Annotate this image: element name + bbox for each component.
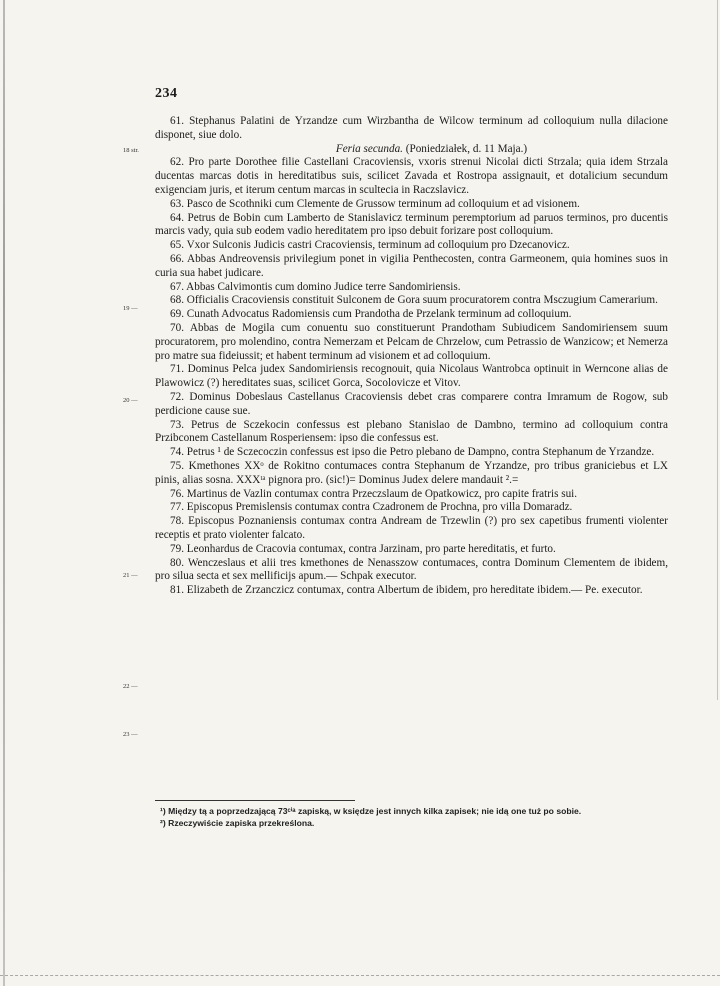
record-entry: 63. Pasco de Scothniki cum Clemente de Grussow terminum ad colloquium et ad visionem.	[170, 197, 580, 210]
record-entry: 65. Vxor Sulconis Judicis castri Cracoviensis, terminum ad colloquium pro Dzecanovicz.	[170, 239, 570, 252]
footnote-rule	[155, 800, 355, 801]
record-entry: 77. Episcopus Premislensis contumax contra Czadronem de Prochna, pro villa Domaradz.	[170, 501, 573, 514]
record-entry: 75. Kmethones XXᵒ de Rokitno contumaces contra Stephanum de Yrzandze, pro tribus graniciebus et LX pinis, alias sosna. XXXᵗᵃ pignora pro. (sic!)= Dominus Judex delere mandauit ².=	[155, 459, 668, 486]
record-entry: 64. Petrus de Bobin cum Lamberto de Stanislavicz terminum peremptorium ad paruos terminos, pro ducentis marcis vady, quia sub eodem vadio hereditatem pro ipso debuit forizare post colloquium.	[155, 211, 668, 238]
margin-note: 23 —	[123, 731, 138, 738]
record-entry: 67. Abbas Calvimontis cum domino Judice terre Sandomiriensis.	[170, 280, 461, 293]
page-edge-left	[3, 0, 5, 986]
record-entry: 81. Elizabeth de Zrzanczicz contumax, contra Albertum de ibidem, pro hereditate ibidem.— Pe. executor.	[170, 584, 643, 597]
record-entry: 76. Martinus de Vazlin contumax contra Przeczslaum de Opatkowicz, pro capite fratris sui.	[170, 487, 578, 500]
page-number: 234	[155, 86, 178, 101]
margin-note: 19 —	[123, 305, 138, 312]
record-entry: 72. Dominus Dobeslaus Castellanus Cracoviensis debet cras comparere contra Imramum de Rogow, sub perdicione cause sue.	[155, 390, 668, 417]
record-entry: 68. Officialis Cracoviensis constituit Sulconem de Gora suum procuratorem contra Msczugium Camerarium.	[170, 294, 658, 307]
record-entry: 61. Stephanus Palatini de Yrzandze cum Wirzbantha de Wilcow terminum ad colloquium nulla dilacione disponet, siue dolo.	[155, 115, 668, 141]
record-entry: 79. Leonhardus de Cracovia contumax, contra Jarzinam, pro parte hereditatis, et furto.	[170, 542, 556, 555]
margin-note: 18 str.	[123, 147, 139, 154]
margin-note: 21 —	[123, 572, 138, 579]
record-entry: 73. Petrus de Sczekocin confessus est plebano Stanislao de Dambno, termino ad colloquium contra Przibconem Castellanum Rosperiensem: ipso die confessus est.	[155, 418, 668, 445]
record-entry: 71. Dominus Pelca judex Sandomiriensis recognouit, quia Nicolaus Wantrobca optinuit in Werncone alias de Plawowicz (?) hereditates suas, scilicet Gorca, Socolovicze et Vitov.	[155, 363, 668, 390]
record-entry: 78. Episcopus Poznaniensis contumax contra Andream de Trzewlin (?) pro sex capetibus frumenti violenter receptis et prato violenter falcato.	[155, 515, 668, 541]
document-body	[155, 115, 668, 598]
record-entry: 70. Abbas de Mogila cum conuentu suo constituerunt Prandotham Subiudicem Sandomiriensem suum procuratorem, pro molendino, contra Nemerzam et Pelcam de Chrzelow, cum Petrassio de Wanzicow; et Nemerza pro matre sua fideiussit; et habent terminum ad visionem et ad colloquium.	[155, 321, 668, 362]
heading-date: (Poniedziałek, d. 11 Maja.)	[405, 142, 528, 155]
page-edge-right	[717, 0, 718, 700]
footnote-2: ²) Rzeczywiście zapiska przekreślona.	[160, 817, 315, 828]
footnote-1: ¹) Między tą a poprzedzającą 73ᶜⁱᵃ zapiską, w księdze jest innych kilka zapisek; nie idą one tuż po sobie.	[160, 806, 582, 816]
section-heading	[155, 143, 668, 157]
heading-feria: Feria secunda.	[335, 142, 403, 155]
record-entry: 62. Pro parte Dorothee filie Castellani Cracoviensis, vxoris strenui Nicolai dicti Strzala; quia idem Strzala ducentas marcas dotis in hereditatibus suis, scilicet Zavada et Rostropa assignauit, et dotalicium secundum exigenciam juris, et iterum centum marcas in sculteciа in Raczslavicz.	[155, 156, 668, 196]
margin-note: 20 —	[123, 397, 138, 404]
record-entry: 69. Cunath Advocatus Radomiensis cum Prandotha de Przelank terminum ad colloquium.	[170, 308, 572, 321]
footnotes	[160, 806, 680, 829]
record-entry: 74. Petrus ¹ de Sczecoczin confessus est ipso die Petro plebano de Dampno, contra Stephanum de Yrzandze.	[170, 446, 655, 459]
page-bottom-edge	[0, 975, 720, 977]
margin-note: 22 —	[123, 683, 138, 690]
record-entry: 80. Wenczeslaus et alii tres kmethones de Nenasszow contumaces, contra Dominum Clementem de ibidem, pro silua secta et sex mellificijs apum.— Schpak executor.	[155, 556, 668, 583]
record-entry: 66. Abbas Andreovensis privilegium ponet in vigilia Penthecosten, contra Garmeonem, quia homines suos in curia sua habet judicare.	[155, 252, 668, 279]
